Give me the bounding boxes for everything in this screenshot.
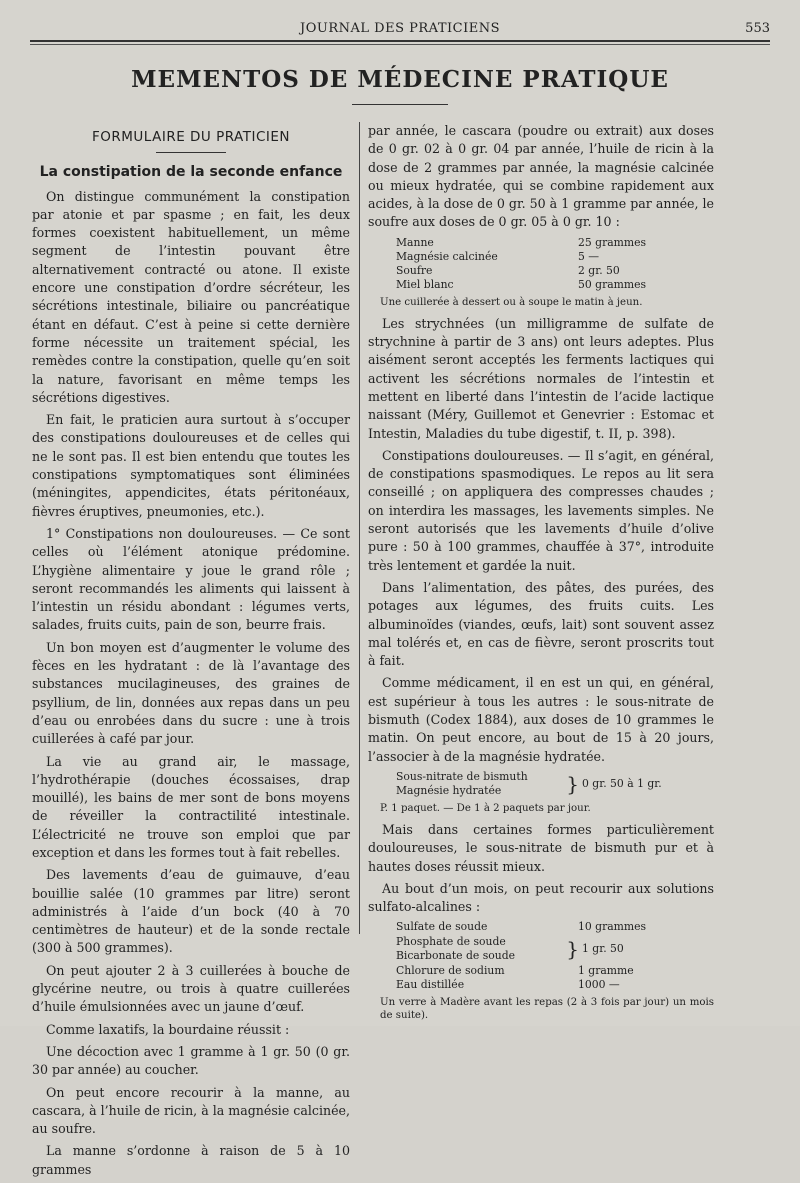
paragraph: Comme laxatifs, la bourdaine réussit :	[46, 1021, 290, 1037]
rx-note: Un verre à Madère avant les repas (2 à 3 fois par jour) un mois de suite).	[380, 997, 714, 1022]
section-title: FORMULAIRE DU PRATICIEN	[91, 129, 291, 145]
paragraph: Au bout d’un mois, on peut recourir aux solutions sulfato-alcalines :	[368, 880, 714, 915]
rx-line: Miel blanc 50 grammes	[396, 277, 647, 291]
paragraph: Mais dans certaines formes particulièrement douloureuses, le sous-nitrate de bismuth pur et à hautes doses réussit mieux.	[368, 821, 714, 874]
paragraph: Une décoction avec 1 gramme à 1 gr. 50 (0 gr. 30 par année) au coucher.	[32, 1043, 350, 1078]
rx-item: Phosphate de soude	[396, 935, 506, 949]
page-title: MEMENTOS DE MÉDECINE PRATIQUE	[131, 66, 669, 93]
prescription-1	[396, 236, 656, 292]
paragraph: En fait, le praticien aura surtout à s’occuper des constipations douloureuses et de celles qui ne le sont pas. Il est bien entendu que toutes les constipations symptomatiques sont éliminées (méningites, appendicites, états péritonéaux, fièvres éruptives, pneumonies, etc.).	[32, 412, 350, 519]
rx-line: Soufre 2 gr. 50	[396, 263, 620, 277]
rx-item: Bicarbonate de soude	[396, 949, 516, 963]
paragraph: Constipations douloureuses. — Il s’agit, en général, de constipations spasmodiques. Le repos au lit sera conseillé ; on appliquera des compresses chaudes ; on interdira les massages, les lavements simples. Ne seront autorisés que les lavements d’huile d’olive pure : 50 à 100 grammes, chauffée à 37°, introduite très lentement et gardée la nuit.	[368, 447, 714, 573]
title-rule	[352, 104, 448, 105]
left-column	[32, 122, 350, 1183]
paragraph: Les strychnées (un milligramme de sulfate de strychnine à partir de 3 ans) ont leurs adeptes. Plus aisément seront acceptés les ferments lactiques qui activent les sécrétions normales de l’intestin et mettent en liberté dans l’intestin de l’acide lactique naissant (Méry, Guillemot et Genevrier : Estomac et Intestin, Maladies du tube digestif, t. II, p. 398).	[368, 315, 714, 441]
paragraph: Des lavements d’eau de guimauve, d’eau bouillie salée (10 grammes par litre) seront administrés à l’aide d’un bock (40 à 70 centimètres de hauteur) et de la sonde rectale (300 à 500 grammes).	[32, 867, 350, 956]
running-header	[30, 18, 770, 42]
rx-qty: 1 gr. 50	[582, 942, 624, 956]
paragraph: On distingue communément la constipation par atonie et par spasme ; en fait, les deux formes coexistent habituellement, un même segment de l’intestin pouvant être alternativement contracté ou atone. Il existe encore une constipation d’ordre sécréteur, les sécrétions intestinale, biliaire ou pancréatique étant en défaut. C’est à peine si cette dernière forme nécessite un traitement spécial, les remèdes contre la constipation, quelle qu’en soit la nature, favorisant en même temps les sécrétions digestives.	[32, 188, 350, 405]
page-number: 553	[745, 21, 770, 36]
rx-item: Sous-nitrate de bismuth	[396, 769, 528, 783]
paragraph: On peut ajouter 2 à 3 cuillerées à bouche de glycérine neutre, ou trois à quatre cuillerées d’huile émulsionnées avec un jaune d’œuf.	[32, 962, 350, 1015]
right-column	[368, 122, 714, 1028]
rx-line: Eau distillée 1000 —	[396, 978, 620, 992]
paragraph: La manne s’ordonne à raison de 5 à 10 grammes	[32, 1143, 350, 1177]
paragraph: Dans l’alimentation, des pâtes, des purées, des potages aux légumes, des fruits cuits. Les albuminoïdes (viandes, œufs, lait) sont souvent assez mal tolérés et, en cas de fièvre, seront proscrits tout à fait.	[368, 579, 714, 669]
rx-line: Magnésie calcinée 5 —	[396, 249, 600, 263]
rx-line: Sulfate de soude 10 grammes	[396, 920, 647, 934]
paragraph: Comme médicament, il en est un qui, en général, est supérieur à tous les autres : le sous-nitrate de bismuth (Codex 1884), aux doses de 10 grammes le matin. On peut encore, au bout de 15 à 20 jours, l’associer à de la magnésie hydratée.	[368, 675, 714, 764]
column-divider	[359, 122, 360, 934]
paragraph: La vie au grand air, le massage, l’hydrothérapie (douches écossaises, drap mouillé), les bains de mer sont de bons moyens de réveiller la contractilité intestinale. L’électricité ne trouve son emploi que par exception et dans les formes tout à fait rebelles.	[32, 753, 350, 860]
prescription-3	[396, 920, 656, 992]
paragraph: On peut encore recourir à la manne, au cascara, à l’huile de ricin, à la magnésie calcinée, au soufre.	[32, 1084, 350, 1137]
rx-note: P. 1 paquet. — De 1 à 2 paquets par jour.	[380, 802, 591, 814]
paragraph: par année, le cascara (poudre ou extrait) aux doses de 0 gr. 02 à 0 gr. 04 par année, l’huile de ricin à la dose de 2 grammes par année, la magnésie calcinée ou mieux hydratée, qui se combine rapidement aux acides, à la dose de 0 gr. 50 à 1 gramme par année, le soufre aux doses de 0 gr. 05 à 0 gr. 10 :	[368, 123, 714, 230]
rx-line: Chlorure de sodium 1 gramme	[396, 964, 634, 978]
header-rule	[30, 44, 770, 45]
journal-name: JOURNAL DES PRATICIENS	[300, 21, 500, 36]
paragraph: Un bon moyen est d’augmenter le volume des fèces en les hydratant : de là l’avantage des substances mucilagineuses, des graines de psyllium, de lin, données aux repas dans un peu d’eau ou enrobées dans du sucre : une à trois cuillerées à café par jour.	[32, 639, 350, 747]
rx-item: Magnésie hydratée	[396, 783, 502, 797]
rx-group	[396, 935, 656, 963]
prescription-2	[396, 769, 662, 798]
paragraph: 1° Constipations non douloureuses. — Ce sont celles où l’élément atonique prédomine. L’hygiène alimentaire y joue le grand rôle ; seront recommandés les aliments qui laissent à l’intestin un résidu abondant : légumes verts, salades, fruits cuits, pain de son, beurre frais.	[32, 525, 350, 633]
article-title: La constipation de la seconde enfance	[39, 164, 343, 181]
brace-glyph: }	[566, 937, 579, 962]
section-rule	[156, 152, 226, 153]
rx-line: Manne 25 grammes	[396, 235, 647, 249]
brace-glyph: }	[566, 771, 579, 796]
rx-group	[396, 769, 662, 798]
rx-note: Une cuillerée à dessert ou à soupe le matin à jeun.	[380, 296, 643, 308]
rx-qty: 0 gr. 50 à 1 gr.	[582, 776, 662, 790]
